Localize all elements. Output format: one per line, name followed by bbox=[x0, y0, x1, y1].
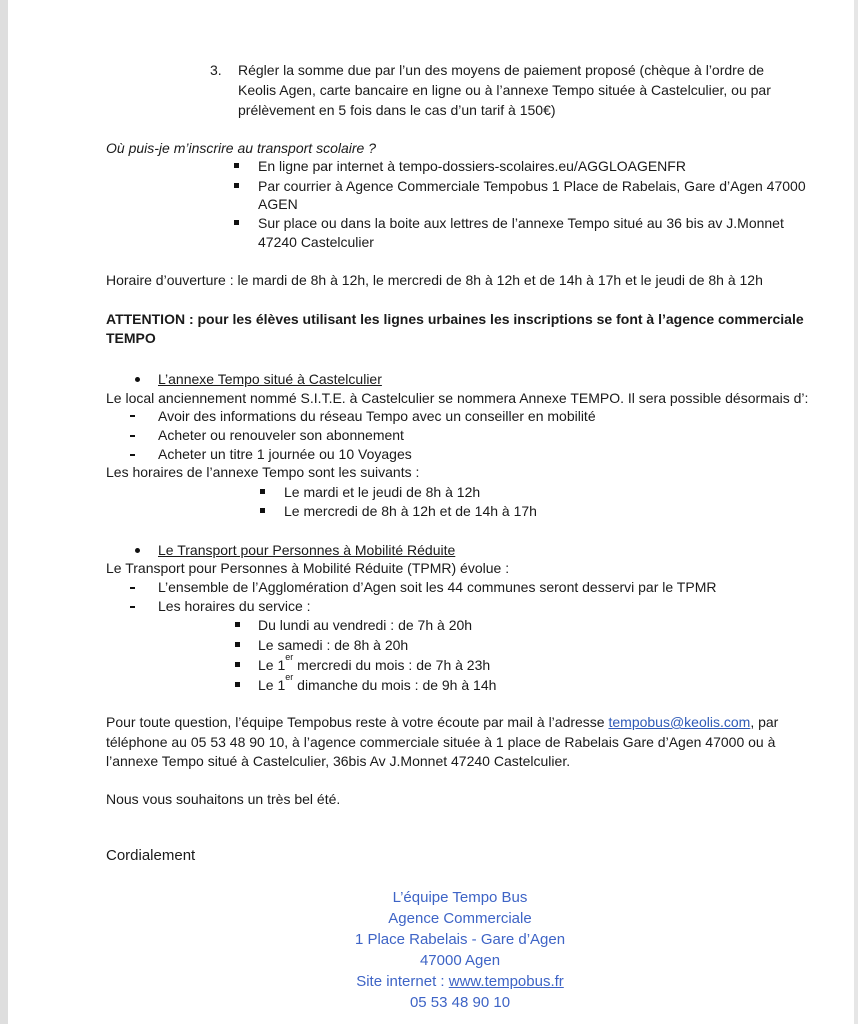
tpmr-item-area: L’ensemble de l’Agglomération d’Agen soit les 44 communes seront desservi par le TPMR bbox=[158, 579, 717, 595]
website-link[interactable]: www.tempobus.fr bbox=[448, 973, 564, 990]
bullet-square-icon bbox=[235, 622, 240, 627]
signature-team: L’équipe Tempo Bus bbox=[392, 889, 528, 906]
tpmr-first-sunday bbox=[258, 672, 497, 695]
annexe-hours-wed: Le mercredi de 8h à 12h et de 14h à 17h bbox=[284, 503, 537, 519]
bullet-dash-icon bbox=[130, 415, 135, 417]
closing-text: Cordialement bbox=[106, 847, 196, 864]
where-item-onsite: Sur place ou dans la boite aux lettres de l’annexe Tempo situé au 36 bis av J.Monnet bbox=[258, 215, 784, 231]
ordinal-suffix: er bbox=[285, 652, 294, 663]
contact-line-1 bbox=[106, 712, 778, 732]
tpmr-item-hours: Les horaires du service : bbox=[158, 598, 311, 614]
tpmr-intro: Le Transport pour Personnes à Mobilité Réduite (TPMR) évolue : bbox=[106, 560, 510, 576]
annexe-item-info: Avoir des informations du réseau Tempo avec un conseiller en mobilité bbox=[158, 408, 596, 424]
bullet-dot-icon bbox=[135, 377, 140, 382]
contact-text: Pour toute question, l’équipe Tempobus reste à votre écoute par mail à l’adresse bbox=[106, 714, 609, 730]
first-wednesday-text: mercredi du mois : de 7h à 23h bbox=[293, 657, 491, 673]
opening-hours: Horaire d’ouverture : le mardi de 8h à 12h, le mercredi de 8h à 12h et de 14h à 17h et le jeudi de 8h à 12h bbox=[106, 272, 763, 288]
bullet-square-icon bbox=[260, 508, 265, 513]
bullet-dash-icon bbox=[130, 606, 135, 608]
signature-city: 47000 Agen bbox=[419, 952, 501, 969]
attention-line-2: TEMPO bbox=[106, 330, 156, 346]
email-link[interactable]: tempobus@keolis.com bbox=[608, 714, 751, 730]
first-sunday-text: dimanche du mois : de 9h à 14h bbox=[293, 677, 497, 693]
tpmr-saturday: Le samedi : de 8h à 20h bbox=[258, 637, 409, 653]
tpmr-weekdays: Du lundi au vendredi : de 7h à 20h bbox=[258, 617, 473, 633]
bullet-square-icon bbox=[235, 662, 240, 667]
bullet-square-icon bbox=[260, 489, 265, 494]
annexe-hours-tue-thu: Le mardi et le jeudi de 8h à 12h bbox=[284, 484, 481, 500]
step3-line-1: Régler la somme due par l’un des moyens de paiement proposé (chèque à l’ordre de bbox=[238, 62, 765, 78]
bullet-dash-icon bbox=[130, 587, 135, 589]
bullet-square-icon bbox=[234, 163, 239, 168]
annexe-hours-intro: Les horaires de l’annexe Tempo sont les suivants : bbox=[106, 464, 420, 480]
bullet-square-icon bbox=[235, 642, 240, 647]
bullet-square-icon bbox=[234, 183, 239, 188]
bullet-dash-icon bbox=[130, 454, 135, 456]
where-item-onsite-cont: 47240 Castelculier bbox=[258, 234, 374, 250]
where-item-mail: Par courrier à Agence Commerciale Tempobus 1 Place de Rabelais, Gare d’Agen 47000 bbox=[258, 178, 806, 194]
attention-line-1: ATTENTION : pour les élèves utilisant les lignes urbaines les inscriptions se font à l’agence commerciale bbox=[106, 311, 804, 327]
contact-text: , par bbox=[750, 714, 779, 730]
bullet-dash-icon bbox=[130, 435, 135, 437]
step-number: 3. bbox=[210, 62, 222, 78]
site-label: Site internet : bbox=[356, 973, 449, 990]
where-question: Où puis-je m’inscrire au transport scolaire ? bbox=[106, 140, 376, 156]
where-item-mail-cont: AGEN bbox=[258, 196, 298, 212]
contact-line-2: téléphone au 05 53 48 90 10, à l’agence commerciale située à 1 place de Rabelais Gare d’Agen 47000 ou à bbox=[106, 734, 776, 750]
where-item-online: En ligne par internet à tempo-dossiers-scolaires.eu/AGGLOAGENFR bbox=[258, 158, 686, 174]
signature-phone: 05 53 48 90 10 bbox=[409, 994, 511, 1011]
contact-line-3: l’annexe Tempo situé à Castelculier, 36bis Av J.Monnet 47240 Castelculier. bbox=[106, 753, 571, 769]
bullet-square-icon bbox=[234, 220, 239, 225]
bullet-square-icon bbox=[235, 682, 240, 687]
annexe-item-subscription: Acheter ou renouveler son abonnement bbox=[158, 427, 404, 443]
annexe-heading: L’annexe Tempo situé à Castelculier bbox=[158, 371, 382, 387]
signature-address: 1 Place Rabelais - Gare d’Agen bbox=[354, 931, 566, 948]
ordinal-number: Le 1 bbox=[258, 677, 286, 693]
annexe-item-ticket: Acheter un titre 1 journée ou 10 Voyages bbox=[158, 446, 412, 462]
ordinal-suffix: er bbox=[285, 672, 294, 683]
annexe-intro: Le local anciennement nommé S.I.T.E. à Castelculier se nommera Annexe TEMPO. Il sera possible désormais d’: bbox=[106, 390, 809, 406]
step3-line-2: Keolis Agen, carte bancaire en ligne ou à l’annexe Tempo située à Castelculier, ou par bbox=[238, 82, 771, 98]
page-edge-left bbox=[0, 0, 8, 1024]
page-edge-right bbox=[854, 0, 858, 1024]
tpmr-heading: Le Transport pour Personnes à Mobilité Réduite bbox=[158, 542, 456, 558]
step3-line-3: prélèvement en 5 fois dans le cas d’un tarif à 150€) bbox=[238, 102, 556, 118]
signature-website bbox=[290, 971, 630, 992]
bullet-dot-icon bbox=[135, 548, 140, 553]
ordinal-number: Le 1 bbox=[258, 657, 286, 673]
wish-text: Nous vous souhaitons un très bel été. bbox=[106, 791, 341, 807]
signature-agency: Agence Commerciale bbox=[388, 910, 532, 927]
